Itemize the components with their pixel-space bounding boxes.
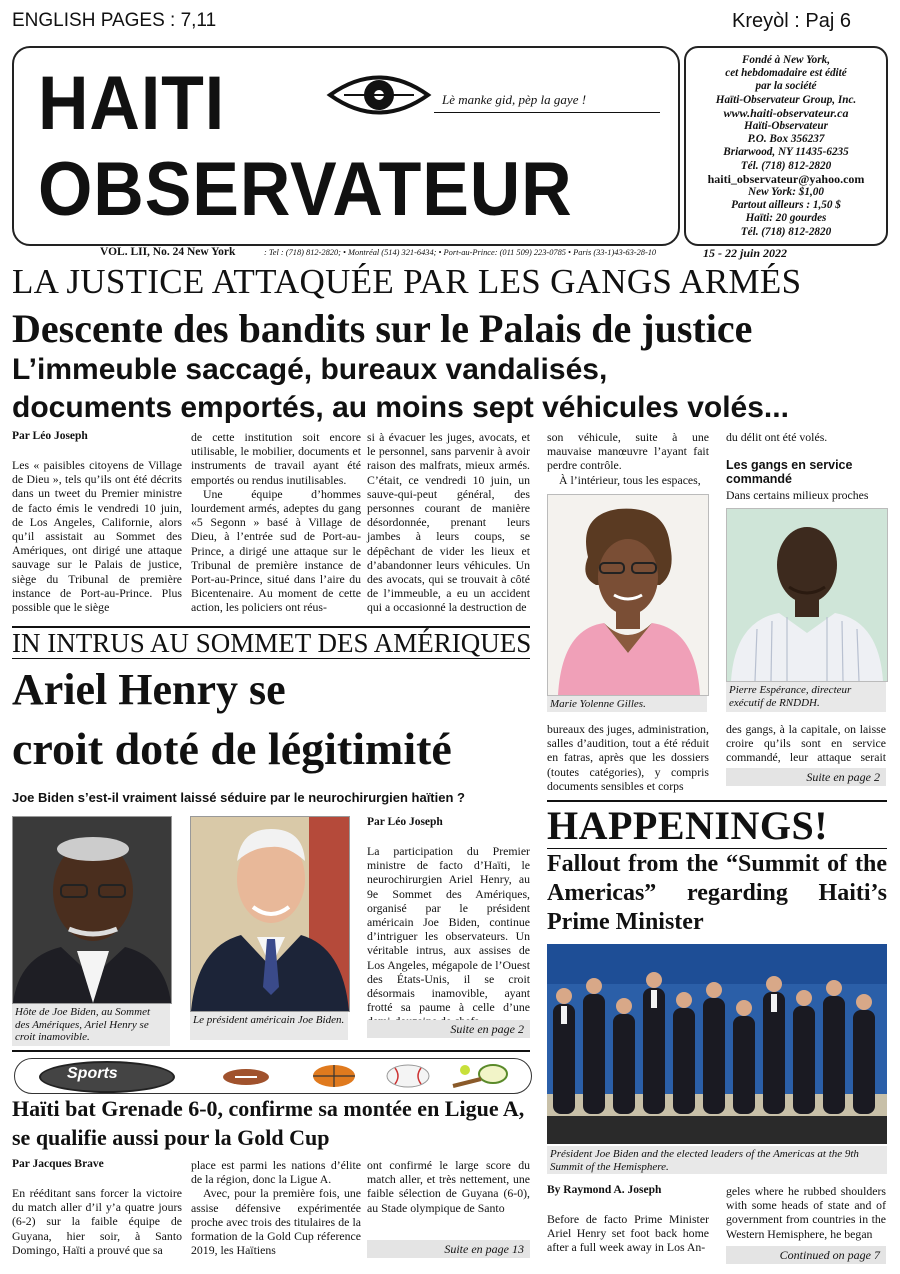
lead-column-1 — [12, 458, 182, 624]
section-divider — [12, 658, 530, 659]
henry-suite-link[interactable]: Suite en page 2 — [367, 1020, 530, 1038]
caption-ariel-henry: Hôte de Joe Biden, au Sommet des Amériques, Ariel Henry se croit inamovible. — [12, 1004, 170, 1046]
happenings-continued-link[interactable]: Continued on page 7 — [726, 1246, 886, 1264]
caption-pierre-esperance: Pierre Espérance, directeur exécutif de RNDDH. — [726, 682, 886, 712]
section-divider — [12, 1050, 530, 1052]
info-line: Partout ailleurs : 1,50 $ — [731, 199, 841, 212]
photo-ariel-henry — [12, 816, 172, 1004]
happenings-column-1 — [547, 1212, 709, 1270]
lead-byline: Par Léo Joseph — [12, 430, 88, 442]
info-line: par la société — [755, 80, 817, 93]
volume-phones: : Tel : (718) 812-2820; • Montréal (514) 321-6434; • Port-au-Prince: (011 509) 223-0785 • Paris (33-1)43-63-28-10 — [264, 248, 657, 257]
sports-banner — [14, 1058, 532, 1094]
lead-column-4-bottom — [547, 722, 709, 794]
henry-headline-line-2: croit doté de légitimité — [12, 723, 452, 774]
baseball-icon — [385, 1064, 431, 1093]
happenings-headline: Fallout from the “Summit of the Americas” regarding Haiti’s Prime Minister — [547, 851, 887, 935]
sports-column-2-text-a: place est parmi les nations d’élite de la région, donc la Ligue A. — [191, 1158, 361, 1187]
photo-marie-yolenne-gilles — [547, 494, 709, 696]
lead-kicker: LA JUSTICE ATTAQUÉE PAR LES GANGS ARMÉS — [12, 262, 802, 301]
sports-byline: Par Jacques Brave — [12, 1158, 104, 1170]
lead-column-2-text-a: de cette institution soit encore utilisable, le mobilier, documents et instruments de travail ayant été emportés ou rendus inutilisables. — [191, 430, 361, 487]
lead-column-1-text: Les « paisibles citoyens de Village de Dieu », tels qu’ils ont été décrits dans un tweet du Premier ministre de facto émis le vendredi 10 juin, de Los Angeles, Californie, alors qu’il assistait au Sommet des Amériques, ont dirigé une attaque sauvage sur le Palais de justice, siège du Tribunal de première instance de Port-au-Prince. Plus possible que le siège — [12, 458, 182, 615]
masthead-title-observateur: OBSERVATEUR — [38, 147, 573, 232]
info-email: haiti_observateur@yahoo.com — [707, 171, 865, 186]
football-icon — [221, 1068, 271, 1091]
info-line: Haïti-Observateur Group, Inc. — [715, 93, 857, 106]
info-line: Haïti: 20 gourdes — [745, 212, 827, 225]
sports-column-3 — [367, 1158, 530, 1238]
happenings-title: HAPPENINGS! — [547, 803, 829, 848]
henry-byline: Par Léo Joseph — [367, 816, 443, 828]
happenings-column-1-text: Before de facto Prime Minister Ariel Henry set foot back home after a full week away in Los An- — [547, 1212, 709, 1255]
lead-column-4-text-b: À l’intérieur, tous les espaces, — [559, 472, 701, 487]
lead-column-5-text-c: des gangs, à la capitale, on laisse croire qu’ils sont en service commandé, leur attaque serait — [726, 722, 886, 765]
publisher-info-box — [684, 46, 888, 246]
henry-deck: Joe Biden s’est-il vraiment laissé séduire par le neurochirurgien haïtien ? — [12, 790, 465, 805]
lead-column-5-mid — [726, 488, 886, 504]
lead-column-3 — [367, 430, 530, 624]
masthead-motto: Lè manke gid, pèp la gaye ! — [442, 92, 587, 107]
caption-joe-biden: Le président américain Joe Biden. — [190, 1012, 348, 1040]
caption-marie-yolenne-gilles: Marie Yolenne Gilles. — [547, 696, 707, 712]
happenings-byline: By Raymond A. Joseph — [547, 1184, 662, 1196]
sports-column-2-text-b: Avec, pour la première fois, une assise défensive expérimentée proche avec trois des titulaires de la formation de la Gold Cup réference 2019, les Haïtiens — [191, 1186, 361, 1258]
photo-summit-leaders — [547, 944, 887, 1144]
henry-column — [367, 844, 530, 1020]
info-website: www.haiti-observateur.ca — [723, 105, 849, 120]
kreyol-page-label: Kreyòl : Paj 6 — [732, 10, 851, 32]
info-line: cet hebdomadaire est édité — [725, 67, 847, 80]
lead-column-4-text-a: son véhicule, suite à une mauvaise manœuvre l’ayant fait perdre contrôle. — [547, 430, 709, 473]
lead-column-2-text-b: Une équipe d’hommes lourdement armés, adeptes du gang «5 Segonn » basé à Village de Dieu, à l’entrée sud de Port-au-Prince, a dirigé une attaque sur le Tribunal de première instance de Port-au-Prince, situé dans l’aire du Bicentenaire. Au moment de cette action, les policiers ont réus- — [191, 486, 361, 615]
info-line: Tél. (718) 812-2820 — [740, 225, 832, 238]
lead-column-5-bottom — [726, 722, 886, 766]
lead-column-5-text-a: du délit ont été volés. — [726, 430, 828, 444]
happenings-column-2-text: geles where he rubbed shoulders with some heads of state and of government from countries in the Western Hemisphere, he began — [726, 1184, 886, 1241]
volume-number: VOL. LII, No. 24 New York — [100, 246, 236, 258]
info-line: Fondé à New York, — [741, 54, 831, 66]
info-line: New York: $1,00 — [748, 186, 824, 199]
eye-logo-icon — [324, 68, 434, 122]
lead-headline: Descente des bandits sur le Palais de justice — [12, 306, 753, 351]
masthead — [12, 46, 680, 246]
happenings-column-2 — [726, 1184, 886, 1244]
lead-column-3-text: si à évacuer les juges, avocats, et le personnel, sans parvenir à avoir raison des malfrats, mieux armés. C’était, ce vendredi 10 juin, un sauve-qui-peut général, des personnes courant de manière désordonnée, prenant leurs jambes à leurs coups, se dépêchant de vider les lieux et d’abandonner leurs véhicules. Un des avocats, qui se trouvait à côté de l’immeuble, a eu un accident qui a occasionné la destruction de — [367, 430, 530, 615]
sports-suite-link[interactable]: Suite en page 13 — [367, 1240, 530, 1258]
lead-column-5-top — [726, 430, 886, 450]
henry-headline-line-1: Ariel Henry se — [12, 665, 286, 714]
info-line: Briarwood, NY 11435-6235 — [723, 146, 849, 159]
masthead-title-haiti: HAITI — [38, 61, 226, 146]
lead-column-5-text-b: Dans certains milieux proches — [726, 488, 869, 502]
photo-joe-biden — [190, 816, 350, 1012]
sports-banner-label: Sports — [67, 1065, 118, 1082]
info-line: Tél. (718) 812-2820 — [740, 159, 832, 172]
tennis-racket-icon — [445, 1062, 515, 1095]
sports-column-3-text: ont confirmé le large score du match aller, et très nettement, une faible sélection de Guyana (6-0), au Stade olympique de Santo — [367, 1158, 530, 1215]
caption-summit-leaders: Président Joe Biden and the elected leaders of the Americas at the 9th Summit of the Hemisphere. — [547, 1146, 887, 1174]
sports-column-1 — [12, 1186, 182, 1266]
lead-column-2 — [191, 430, 361, 624]
sports-headline: Haïti bat Grenade 6-0, confirme sa montée en Ligue A, se qualifie aussi pour la Gold Cup — [12, 1096, 525, 1150]
lead-column-4-top — [547, 430, 709, 488]
lead-subhead: Les gangs en service commandé — [726, 458, 853, 486]
sports-column-2 — [191, 1158, 361, 1266]
info-line: P.O. Box 356237 — [747, 133, 825, 146]
basketball-icon — [311, 1064, 357, 1093]
lead-deck-line-2: documents emportés, au moins sept véhicules volés... — [12, 391, 789, 424]
sports-column-1-text: En rééditant sans forcer la victoire du match aller d’il y’a quatre jours (6-2) sur la faible équipe de Guyana, hier soir, à Santo Domingo, Haïti a prouvé que sa — [12, 1186, 182, 1257]
henry-column-text: La participation du Premier ministre de facto d’Haïti, le neurochirurgien Ariel Henry, au 9e Sommet des Amériques, organisé par le président américain Joe Biden, continue d’intriguer les observateurs. Un véritable intrus, aux assises de Los Angeles, mégapole de l’Ouest des États-Unis, il se croit désormais inamovible, ayant frotté sa paume à celle d’une — [367, 844, 530, 1015]
photo-pierre-esperance — [726, 508, 888, 682]
lead-deck-line-1: L’immeuble saccagé, bureaux vandalisés, — [12, 353, 608, 386]
lead-column-4-text-c: bureaux des juges, administration, salles d’audition, tout a été réduit en fatras, après que les dossiers (toutes catégories), y compris documents sensibles et corps — [547, 722, 709, 793]
henry-kicker: IN INTRUS AU SOMMET DES AMÉRIQUES — [12, 628, 532, 658]
lead-suite-link[interactable]: Suite en page 2 — [726, 768, 886, 786]
issue-date: 15 - 22 juin 2022 — [703, 246, 788, 260]
english-pages-label: ENGLISH PAGES : 7,11 — [12, 10, 217, 31]
info-line: Haïti-Observateur — [744, 120, 828, 133]
section-divider — [547, 848, 887, 849]
